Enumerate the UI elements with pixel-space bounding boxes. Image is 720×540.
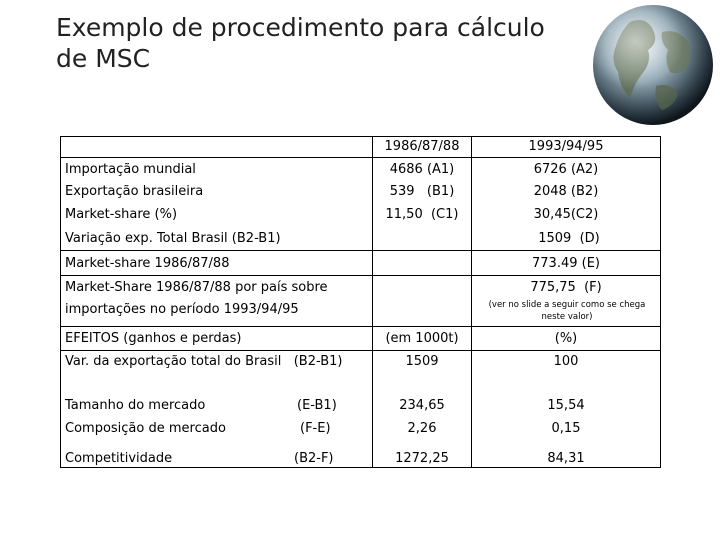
section-divider-4 [60, 350, 661, 351]
globe-image [590, 2, 716, 128]
cell-unit: (em 1000t) [385, 331, 459, 346]
row-label: Composição de mercado [65, 421, 226, 436]
row-formula: (F-E) [300, 421, 331, 436]
row-label: Market-share (%) [65, 207, 178, 222]
row-label: Variação exp. Total Brasil (B2-B1) [65, 231, 281, 246]
cell-value: 2,26 [407, 421, 437, 436]
cell-unit: (%) [554, 331, 578, 346]
cell-value: 1272,25 [395, 451, 449, 466]
cell-value: 0,15 [551, 421, 581, 436]
section-divider-2 [60, 275, 661, 276]
cell-value: 1509 [405, 354, 439, 369]
cell-value: 15,54 [547, 398, 585, 413]
cell-value: 11,50 (C1) [385, 207, 459, 222]
cell-value: 775,75 (F) [530, 280, 602, 295]
row-label: Exportação brasileira [65, 184, 204, 199]
table-left-border [60, 136, 61, 468]
row-label-continued: importações no período 1993/94/95 [65, 302, 299, 317]
slide-title: Exemplo de procedimento para cálculo de MSC [56, 13, 545, 73]
header-col2: 1993/94/95 [528, 139, 604, 154]
table-top-border [60, 136, 661, 137]
header-underline [60, 157, 661, 158]
cell-value: 30,45(C2) [533, 207, 599, 222]
row-label: Market-Share 1986/87/88 por país sobre [65, 280, 328, 295]
cell-value: 2048 (B2) [533, 184, 599, 199]
cell-note: (ver no slide a seguir como se chega neste valor) [488, 300, 646, 322]
row-label: Importação mundial [65, 162, 196, 177]
section-heading: EFEITOS (ganhos e perdas) [65, 331, 242, 346]
cell-value: 539 (B1) [389, 184, 455, 199]
header-col1: 1986/87/88 [384, 139, 460, 154]
cell-value: 84,31 [547, 451, 585, 466]
row-formula: (B2-F) [294, 451, 334, 466]
cell-value: 6726 (A2) [533, 162, 599, 177]
section-divider-3 [60, 326, 661, 327]
row-label: Market-share 1986/87/88 [65, 256, 230, 271]
row-label: Tamanho do mercado [65, 398, 206, 413]
row-label: Var. da exportação total do Brasil (B2-B1) [65, 354, 343, 369]
cell-value: 100 [553, 354, 579, 369]
cell-value: 234,65 [399, 398, 445, 413]
row-label: Competitividade [65, 451, 173, 466]
row-formula: (E-B1) [297, 398, 337, 413]
section-divider-1 [60, 250, 661, 251]
cell-value: 1509 (D) [538, 231, 600, 246]
table-bottom-border [60, 467, 661, 468]
cell-value: 773.49 (E) [532, 256, 600, 271]
cell-value: 4686 (A1) [389, 162, 455, 177]
